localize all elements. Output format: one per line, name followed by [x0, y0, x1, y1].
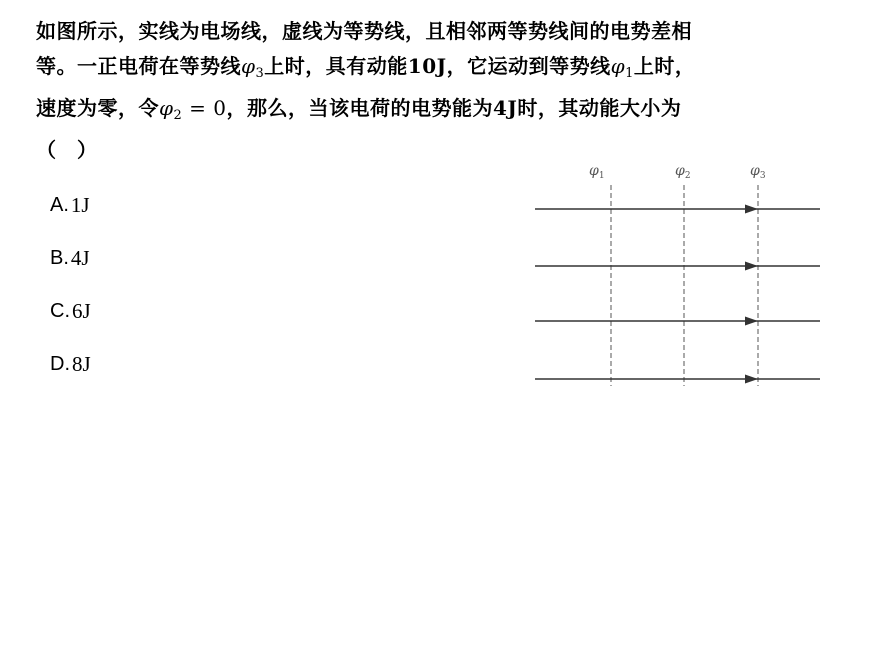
question-stem [36, 14, 866, 168]
answer-blank: （ ） [36, 138, 98, 162]
option-letter: A. [50, 194, 69, 216]
option-text: 1J [70, 193, 90, 217]
answer-options [50, 188, 91, 400]
option-c[interactable] [50, 294, 91, 347]
field-line-3 [535, 317, 820, 326]
phi-1-label: $\varphi_1$ [589, 163, 605, 181]
option-a[interactable] [50, 188, 91, 241]
field-line-1 [535, 205, 820, 214]
phi-1-subscript: 1 [625, 66, 634, 81]
phi-1-symbol: φ [610, 54, 626, 78]
option-text: 6J [72, 299, 91, 323]
option-d[interactable] [50, 347, 91, 400]
phi-2-label: $\varphi_2$ [675, 163, 691, 181]
arrow-right-icon [745, 205, 758, 214]
field-diagram-svg [530, 152, 830, 392]
question-text: 等。一正电荷在等势线 [36, 54, 241, 78]
question-line-3 [36, 91, 866, 133]
phi-2-subscript: 2 [173, 108, 183, 123]
option-text: 8J [72, 352, 91, 376]
field-line-2 [535, 262, 820, 271]
arrow-right-icon [745, 262, 758, 271]
option-text: 4J [70, 246, 90, 270]
phi-3-label: $\varphi_3$ [750, 163, 766, 181]
question-text: ，那么，当该电荷的电势能为4J时，其动能大小为 [226, 96, 682, 120]
arrow-right-icon [745, 375, 758, 384]
question-text: 速度为零，令 [36, 96, 159, 120]
phi-3-subscript: 3 [255, 66, 265, 81]
electric-field-diagram [530, 152, 830, 392]
question-text: 上时， [633, 54, 696, 78]
phi-3-symbol: φ [241, 54, 256, 78]
field-line-4 [535, 375, 820, 384]
question-text: 上时，具有动能10J，它运动到等势线 [264, 54, 611, 78]
question-line-1: 如图所示，实线为电场线，虚线为等势线，且相邻两等势线间的电势差相 [36, 19, 692, 43]
option-b[interactable] [50, 241, 91, 294]
equation-zero: = 0 [182, 96, 227, 120]
option-letter: C. [50, 300, 70, 322]
question-line-2 [36, 49, 866, 91]
phi-2-symbol: φ [159, 96, 174, 120]
arrow-right-icon [745, 317, 758, 326]
option-letter: B. [50, 247, 69, 269]
option-letter: D. [50, 353, 70, 375]
